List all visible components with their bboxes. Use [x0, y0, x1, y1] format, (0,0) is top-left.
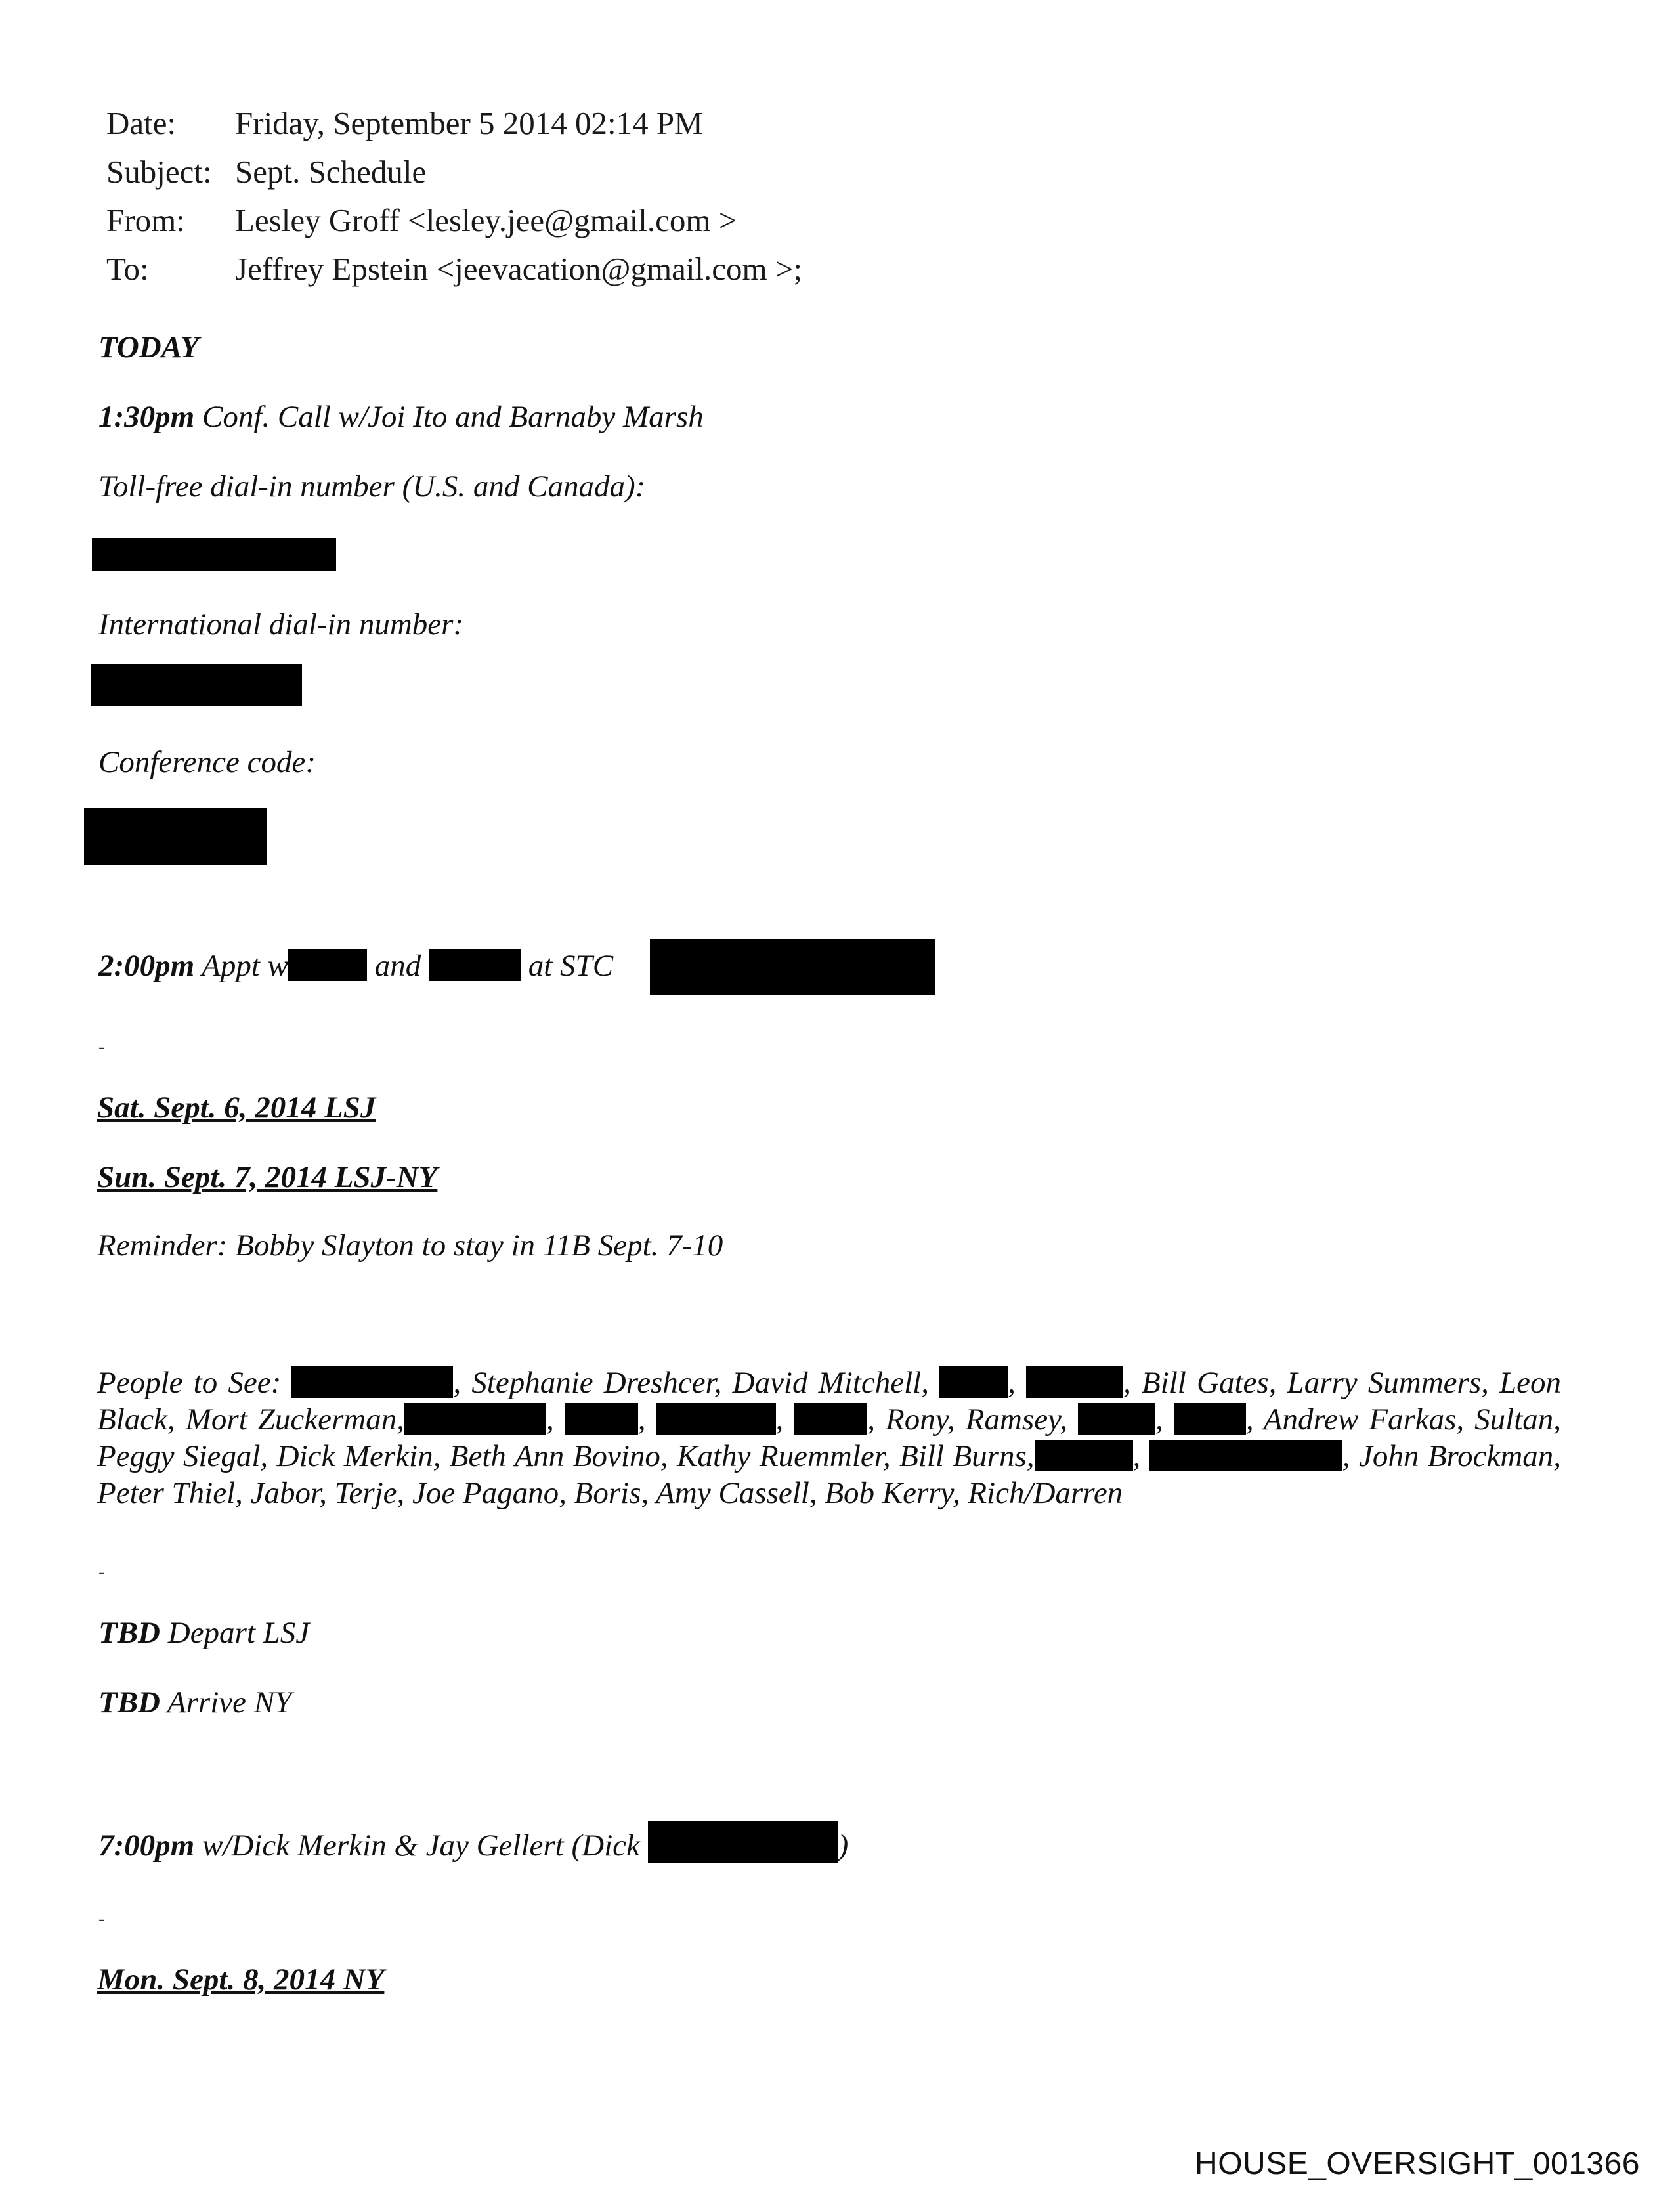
- redaction-people: [939, 1366, 1008, 1398]
- redaction-people: [565, 1403, 638, 1435]
- redaction-people: [794, 1403, 867, 1435]
- email-header: [106, 104, 960, 288]
- reminder-line: Reminder: Bobby Slayton to stay in 11B Sept. 7-10: [97, 1228, 723, 1263]
- redaction-appt-1: [288, 949, 367, 981]
- separator-dash: -: [98, 1908, 105, 1930]
- today-heading: TODAY: [98, 330, 200, 364]
- sat-heading: Sat. Sept. 6, 2014 LSJ: [97, 1091, 376, 1125]
- to-label: To:: [106, 251, 149, 287]
- redaction-people: [1035, 1440, 1133, 1471]
- bates-number: HOUSE_OVERSIGHT_001366: [1195, 2146, 1640, 2181]
- redaction-appt-3: [650, 939, 935, 995]
- from-value: Lesley Groff <lesley.jee@gmail.com >: [235, 202, 737, 238]
- redaction-people: [1078, 1403, 1155, 1435]
- international-label: International dial-in number:: [98, 607, 464, 641]
- date-value: Friday, September 5 2014 02:14 PM: [235, 105, 703, 141]
- appt-line: 2:00pm Appt w and at STC: [98, 949, 614, 983]
- from-label: From:: [106, 202, 185, 238]
- redaction-dinner: [648, 1821, 838, 1863]
- redaction-people: [1174, 1403, 1246, 1435]
- conference-code-label: Conference code:: [98, 745, 316, 779]
- redaction-appt-2: [429, 949, 521, 981]
- redaction-people: [1026, 1366, 1123, 1398]
- tbd-depart-line: TBD Depart LSJ: [98, 1616, 310, 1650]
- separator-dash: -: [98, 1036, 105, 1058]
- mon-heading: Mon. Sept. 8, 2014 NY: [97, 1963, 385, 1997]
- sun-heading: Sun. Sept. 7, 2014 LSJ-NY: [97, 1160, 438, 1194]
- call-line: [98, 398, 704, 436]
- redaction-conference-code: [84, 808, 267, 865]
- call-text: Conf. Call w/Joi Ito and Barnaby Marsh: [194, 400, 704, 434]
- appt-time: 2:00pm: [98, 949, 195, 983]
- redaction-tollfree: [92, 538, 336, 571]
- redaction-international: [91, 664, 302, 706]
- date-label: Date:: [106, 105, 177, 141]
- people-to-see-paragraph: People to See: , Stephanie Dreshcer, David Mitchell, , , Bill Gates, Larry Summers, Leon Black, Mort Zuckerman, , , , , Rony, Ramsey, , , Andrew Farkas, Sultan, Peggy Siegal, Dick Merkin, Beth Ann Bovino, Kathy Ruemmler, Bill Burns, , , John Brockman, Peter Thiel, Jabor, Terje, Joe Pagano, Boris, Amy Cassell, Bob Kerry, Rich/Darren: [97, 1366, 1562, 1510]
- redaction-people: [291, 1366, 453, 1398]
- separator-dash: -: [98, 1561, 105, 1583]
- tollfree-label: Toll-free dial-in number (U.S. and Canada):: [98, 469, 646, 504]
- call-time: 1:30pm: [98, 400, 195, 434]
- dinner-time: 7:00pm: [98, 1829, 195, 1863]
- subject-value: Sept. Schedule: [235, 154, 427, 190]
- redaction-people: [404, 1403, 546, 1435]
- redaction-people: [1265, 1440, 1342, 1471]
- dinner-line: 7:00pm w/Dick Merkin & Jay Gellert (Dick ): [98, 1821, 848, 1865]
- redaction-people: [1149, 1440, 1265, 1471]
- redaction-people: [656, 1403, 776, 1435]
- subject-label: Subject:: [106, 154, 212, 190]
- tbd-arrive-line: TBD Arrive NY: [98, 1685, 292, 1720]
- to-value: Jeffrey Epstein <jeevacation@gmail.com >;: [235, 251, 803, 287]
